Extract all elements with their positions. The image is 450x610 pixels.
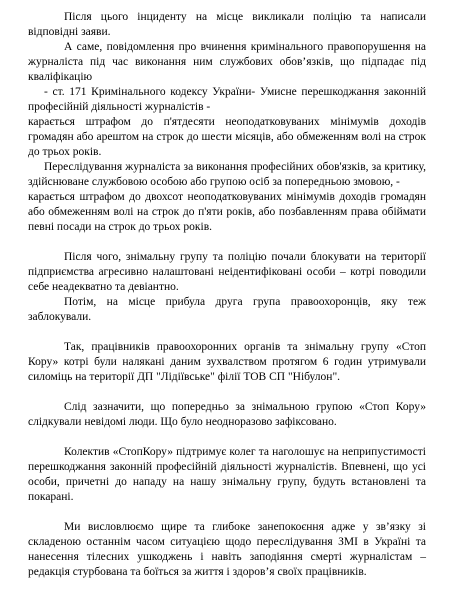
paragraph-surveillance: Слід зазначити, що попередньо за знімальною групою «Стоп Кору» слідкували невідомі люди. Що було неодноразово зафіксовано. bbox=[28, 401, 426, 428]
paragraph-penalty-1: карається штрафом до п'ятдесяти неоподатковуваних мінімумів доходів громадян або арештом на строк до шести місяців, або обмеженням волі на строк до трьох років. bbox=[28, 116, 426, 158]
paragraph-incident: Після цього інциденту на місце викликали поліцію та написали відповідні заяви. bbox=[28, 11, 426, 38]
paragraph-article-171: - ст. 171 Кримінального кодексу України- Умисне перешкоджання законній професійній діяльності журналістів - bbox=[28, 86, 426, 113]
paragraph-support: Колектив «СтопКору» підтримує колег та наголошує на неприпустимості перешкоджання законній професійній діяльності журналістів. Впевнені, що усі особи, причетні до нападу на нашу знімальну групу, будуть встановлені та покарані. bbox=[28, 446, 426, 503]
paragraph-persecution: Переслідування журналіста за виконання професійних обов'язків, за критику, здійснюване службовою особою або групою осіб за попередньою змовою, - bbox=[28, 161, 426, 188]
paragraph-report: А саме, повідомлення про вчинення кримінального правопорушення на журналіста під час виконання ним службових обов’язків, що підпадає під кваліфікацію bbox=[28, 41, 426, 83]
paragraph-penalty-2: карається штрафом до двохсот неоподатковуваних мінімумів доходів громадян або обмеженням волі на строк до п'яти років, або позбавленням права обіймати певні посади на строк до трьох років. bbox=[28, 191, 426, 233]
paragraph-second-group: Потім, на місце прибула друга група правоохоронців, яку теж заблокували. bbox=[28, 296, 426, 323]
paragraph-blocking: Після чого, знімальну групу та поліцію почали блокувати на території підприємства агресивно налаштовані неідентифіковані особи – котрі поводили себе неадекватно та девіантно. bbox=[28, 251, 426, 293]
paragraph-concern: Ми висловлюємо щире та глибоке занепокоєння адже у зв’язку зі складеною останнім часом ситуацією щодо переслідування ЗМІ в Україні та нанесення тілесних ушкоджень і навіть заподіяння смерті журналістам – редакція стурбована та боїться за життя і здоров’я своїх працівників. bbox=[28, 521, 426, 578]
paragraph-detention: Так, працівників правоохоронних органів та знімальну групу «Стоп Кору» котрі були налякані даним зухвалством протягом 6 годин утримували силоміць на території ДП "Лідіївське" філії ТОВ СП "Нібулон". bbox=[28, 341, 426, 383]
